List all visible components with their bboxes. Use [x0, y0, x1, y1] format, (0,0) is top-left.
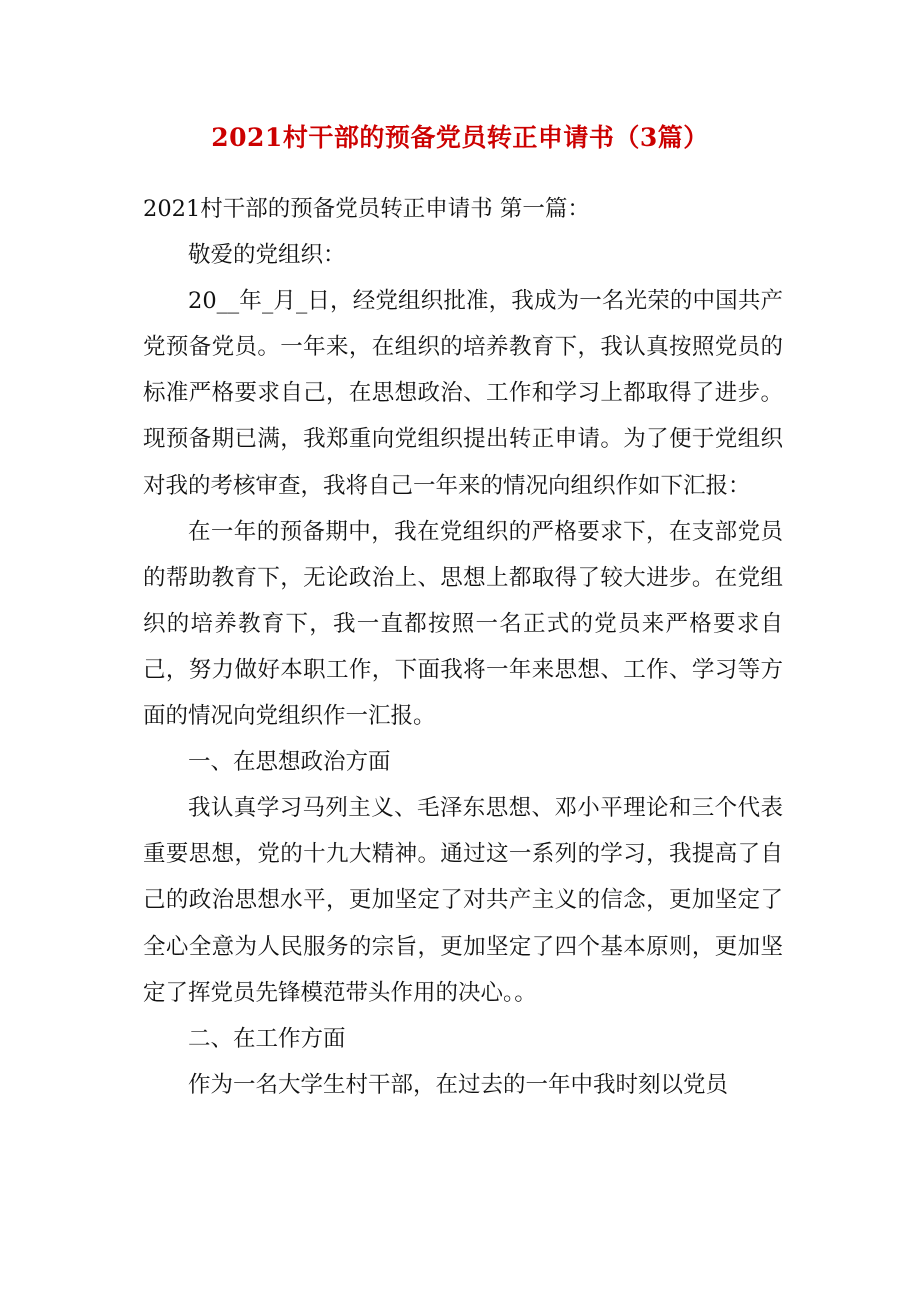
paragraph-political-thought: 我认真学习马列主义、毛泽东思想、邓小平理论和三个代表重要思想，党的十九大精神。通过这一系列的学习，我提高了自己的政治思想水平，更加坚定了对共产主义的信念，更加坚定了全心全意为人民服务的宗旨，更加坚定了四个基本原则，更加坚定了挥党员先锋模范带头作用的决心。。	[143, 795, 783, 1006]
section-heading-part-one: 2021村干部的预备党员转正申请书 第一篇：	[143, 196, 590, 222]
paragraph-probation-summary: 在一年的预备期中，我在党组织的严格要求下，在支部党员的帮助教育下，无论政治上、思想上都取得了较大进步。在党组织的培养教育下，我一直都按照一名正式的党员来严格要求自己，努力做好本职工作，下面我将一年来思想、工作、学习等方面的情况向党组织作一汇报。	[143, 518, 783, 730]
document-title: 2021村干部的预备党员转正申请书（3篇）	[211, 123, 709, 152]
paragraph-introduction: 20__年_月_日，经党组织批准，我成为一名光荣的中国共产党预备党员。一年来，在组织的培养教育下，我认真按照党员的标准严格要求自己，在思想政治、工作和学习上都取得了进步。现预备期已满，我郑重向党组织提出转正申请。为了便于党组织对我的考核审查，我将自己一年来的情况向组织作如下汇报：	[143, 288, 783, 499]
subheading-political-thought: 一、在思想政治方面	[188, 749, 391, 776]
salutation: 敬爱的党组织：	[188, 242, 346, 269]
document-body	[143, 186, 783, 1108]
subheading-work: 二、在工作方面	[188, 1025, 346, 1052]
paragraph-work: 作为一名大学生村干部，在过去的一年中我时刻以党员	[188, 1071, 729, 1098]
